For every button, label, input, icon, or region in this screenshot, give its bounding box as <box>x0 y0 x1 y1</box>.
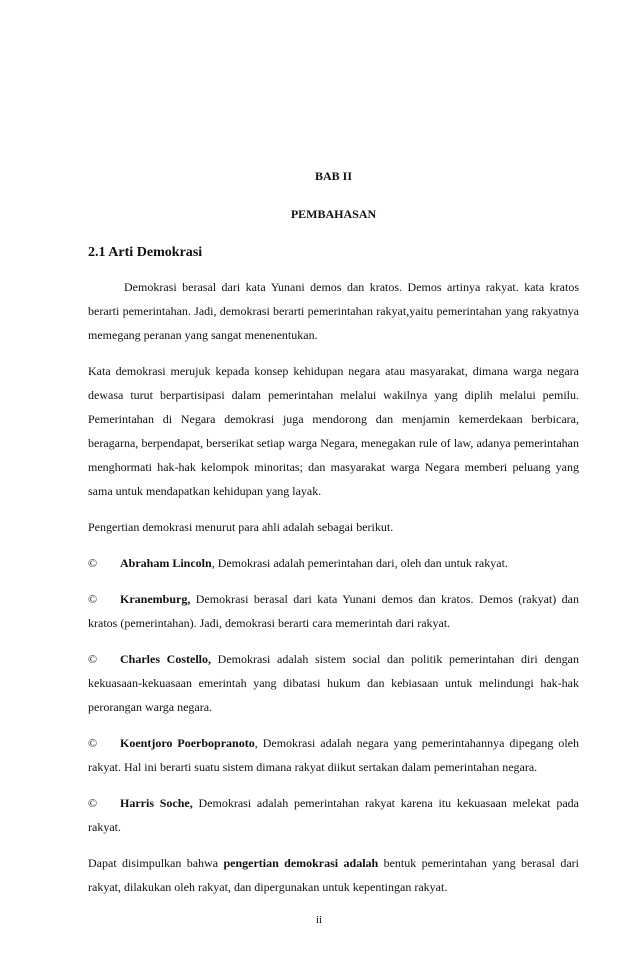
expert-definition: Demokrasi adalah sistem social dan politik pemerintahan diri dengan kekuasaan-kekuasaan emerintah yang dibatasi hukum dan kebiasaan untuk melindungi hak-hak perorangan warga negara. <box>88 652 579 714</box>
conclusion-after: bentuk pemerintahan yang berasal dari rakyat, dilakukan oleh rakyat, dan dipergunakan untuk kepentingan rakyat. <box>88 856 579 894</box>
expert-definition: , Demokrasi adalah negara yang pemerintahannya dipegang oleh rakyat. Hal ini berarti suatu sistem dimana rakyat diikut sertakan dalam pemerintahan negara. <box>88 736 580 774</box>
expert-name: Charles Costello, <box>120 652 211 666</box>
expert-definition: Demokrasi adalah pemerintahan rakyat karena itu kekuasaan melekat pada rakyat. <box>88 796 579 834</box>
expert-definition: , Demokrasi adalah pemerintahan dari, oleh dan untuk rakyat. <box>211 556 508 570</box>
expert-definition: Demokrasi berasal dari kata Yunani demos dan kratos. Demos (rakyat) dan kratos (pemerintahan). Jadi, demokrasi berarti cara memerintah dari rakyat. <box>88 592 579 630</box>
expert-item-lincoln <box>88 551 579 575</box>
expert-name: Harris Soche, <box>120 796 193 810</box>
intro-paragraph: Demokrasi berasal dari kata Yunani demos dan kratos. Demos artinya rakyat. kata kratos berarti pemerintahan. Jadi, demokrasi berarti pemerintahan rakyat,yaitu pemerintahan yang rakyatnya memegang peranan yang sangat menenentukan. <box>88 280 579 342</box>
copyright-symbol: © <box>88 652 98 666</box>
expert-name: Kranemburg, <box>120 592 191 606</box>
section-title: 2.1 Arti Demokrasi <box>88 244 203 260</box>
copyright-symbol: © <box>88 592 98 606</box>
expert-item-kranemburg <box>88 587 579 635</box>
conclusion-paragraph <box>88 851 579 899</box>
copyright-symbol: © <box>88 796 98 810</box>
expert-item-poerbopranoto <box>88 731 579 779</box>
experts-intro-paragraph: Pengertian demokrasi menurut para ahli adalah sebagai berikut. <box>88 520 394 534</box>
page-content <box>88 160 579 899</box>
conclusion-before: Dapat disimpulkan bahwa <box>88 856 224 870</box>
conclusion-bold: pengertian demokrasi adalah <box>223 856 379 870</box>
chapter-title: PEMBAHASAN <box>290 207 377 221</box>
copyright-symbol: © <box>88 736 98 750</box>
expert-name: Koentjoro Poerbopranoto <box>120 736 255 750</box>
expert-name: Abraham Lincoln <box>120 556 212 570</box>
page-number: ii <box>315 914 323 926</box>
copyright-symbol: © <box>88 556 98 570</box>
expert-item-soche <box>88 791 579 839</box>
chapter-label: BAB II <box>314 169 352 183</box>
expert-item-costello <box>88 647 579 719</box>
concept-paragraph: Kata demokrasi merujuk kepada konsep kehidupan negara atau masyarakat, dimana warga negara dewasa turut berpartisipasi dalam pemerintahan melalui wakilnya yang diplih melalui pemilu. Pemerintahan di Negara demokrasi juga mendorong dan menjamin kemerdekaan berbicara, beragarna, berpendapat, berserikat setiap warga Negara, menegakan rule of law, adanya pemerintahan menghormati hak-hak kelompok minoritas; dan masyarakat warga Negara memberi peluang yang sama untuk mendapatkan kehidupan yang layak. <box>88 364 579 498</box>
